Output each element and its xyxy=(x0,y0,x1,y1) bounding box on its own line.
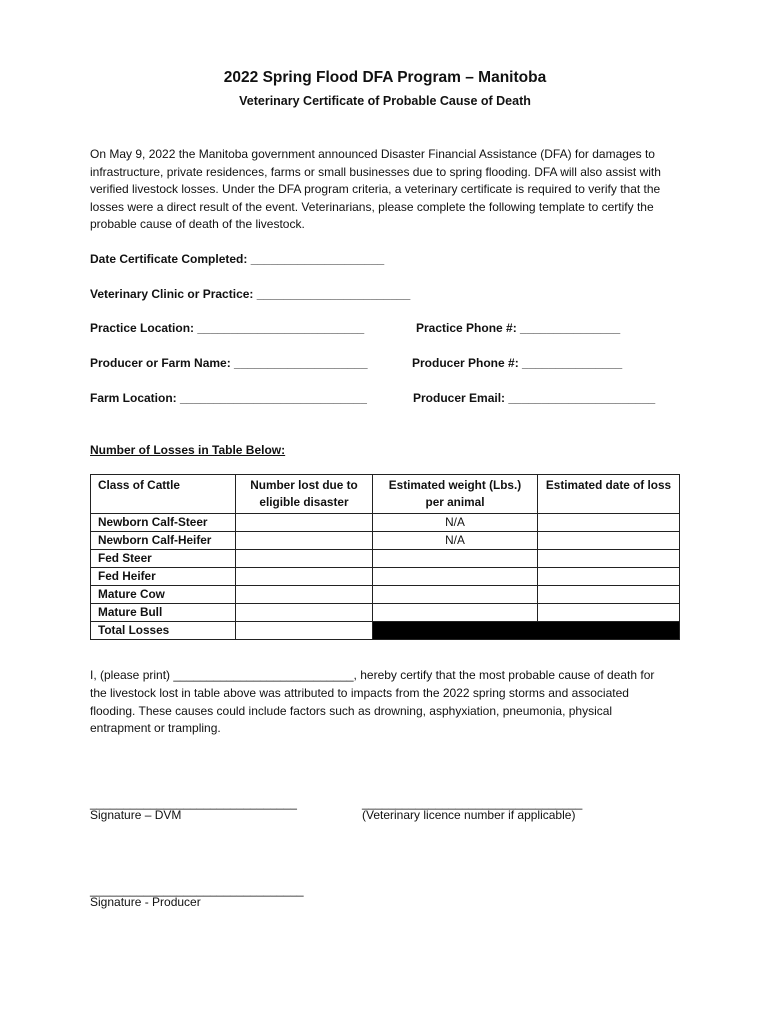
row-date-cell[interactable] xyxy=(538,568,680,586)
producer-phone-field[interactable]: Producer Phone #: _______________ xyxy=(412,356,623,370)
licence-number-label: (Veterinary licence number if applicable) xyxy=(362,808,576,822)
row-class: Mature Cow xyxy=(91,586,236,604)
farm-location-field[interactable]: Farm Location: ____________________________ xyxy=(90,391,367,405)
row-number-cell[interactable] xyxy=(236,550,373,568)
table-row xyxy=(91,514,680,532)
row-number-cell[interactable] xyxy=(236,604,373,622)
row-weight-cell[interactable] xyxy=(373,568,538,586)
table-row xyxy=(91,532,680,550)
total-number-cell[interactable] xyxy=(236,622,373,640)
row-number-cell[interactable] xyxy=(236,514,373,532)
total-blacked-out-cell xyxy=(373,622,680,640)
practice-location-field[interactable]: Practice Location: _________________________ xyxy=(90,321,365,335)
row-weight-cell[interactable] xyxy=(373,550,538,568)
producer-signature-line[interactable]: ________________________________ xyxy=(90,883,304,897)
row-date-cell[interactable] xyxy=(538,514,680,532)
producer-signature-label: Signature - Producer xyxy=(90,895,201,909)
table-heading: Number of Losses in Table Below: xyxy=(90,443,286,457)
row-class: Newborn Calf-Heifer xyxy=(91,532,236,550)
row-date-cell[interactable] xyxy=(538,550,680,568)
total-label: Total Losses xyxy=(91,622,236,640)
producer-name-field[interactable]: Producer or Farm Name: ____________________ xyxy=(90,356,368,370)
row-class: Fed Steer xyxy=(91,550,236,568)
date-completed-field[interactable]: Date Certificate Completed: ____________________ xyxy=(90,252,385,266)
row-weight-cell[interactable] xyxy=(373,604,538,622)
row-class: Newborn Calf-Steer xyxy=(91,514,236,532)
table-header-row xyxy=(91,475,680,514)
header-number: Number lost due to eligible disaster xyxy=(236,475,373,514)
table-row xyxy=(91,586,680,604)
table-row xyxy=(91,568,680,586)
row-date-cell[interactable] xyxy=(538,586,680,604)
document-subtitle: Veterinary Certificate of Probable Cause of Death xyxy=(239,94,531,108)
table-row xyxy=(91,604,680,622)
dvm-signature-label: Signature – DVM xyxy=(90,808,182,822)
row-weight-cell: N/A xyxy=(373,514,538,532)
row-weight-cell: N/A xyxy=(373,532,538,550)
row-date-cell[interactable] xyxy=(538,532,680,550)
row-number-cell[interactable] xyxy=(236,568,373,586)
total-row xyxy=(91,622,680,640)
certification-paragraph[interactable]: I, (please print) ___________________________, hereby certify that the most probable cause of death for the livestock lost in table above was attributed to impacts from the 2022 spring storms and associated flooding. These causes could include factors such as drowning, asphyxiation, pneumonia, physical entrapment or trampling. xyxy=(90,668,655,736)
producer-email-field[interactable]: Producer Email: ______________________ xyxy=(413,391,656,405)
row-class: Fed Heifer xyxy=(91,568,236,586)
dvm-signature-line[interactable]: _______________________________ xyxy=(90,796,297,810)
clinic-field[interactable]: Veterinary Clinic or Practice: _______________________ xyxy=(90,287,411,301)
licence-number-line[interactable]: _________________________________ xyxy=(362,796,583,810)
header-weight: Estimated weight (Lbs.) per animal xyxy=(373,475,538,514)
table-row xyxy=(91,550,680,568)
losses-table xyxy=(90,474,680,640)
intro-paragraph: On May 9, 2022 the Manitoba government announced Disaster Financial Assistance (DFA) for damages to infrastructure, private residences, farms or small businesses due to spring flooding. DFA will also assist with verified livestock losses. Under the DFA program criteria, a veterinary certificate is required to verify that the losses were a direct result of the event. Veterinarians, please complete the following template to certify the probable cause of death of the livestock. xyxy=(90,147,661,232)
row-class: Mature Bull xyxy=(91,604,236,622)
row-number-cell[interactable] xyxy=(236,532,373,550)
row-date-cell[interactable] xyxy=(538,604,680,622)
header-class: Class of Cattle xyxy=(91,475,236,514)
row-weight-cell[interactable] xyxy=(373,586,538,604)
document-title: 2022 Spring Flood DFA Program – Manitoba xyxy=(223,69,547,86)
header-date: Estimated date of loss xyxy=(538,475,680,514)
practice-phone-field[interactable]: Practice Phone #: _______________ xyxy=(416,321,621,335)
row-number-cell[interactable] xyxy=(236,586,373,604)
